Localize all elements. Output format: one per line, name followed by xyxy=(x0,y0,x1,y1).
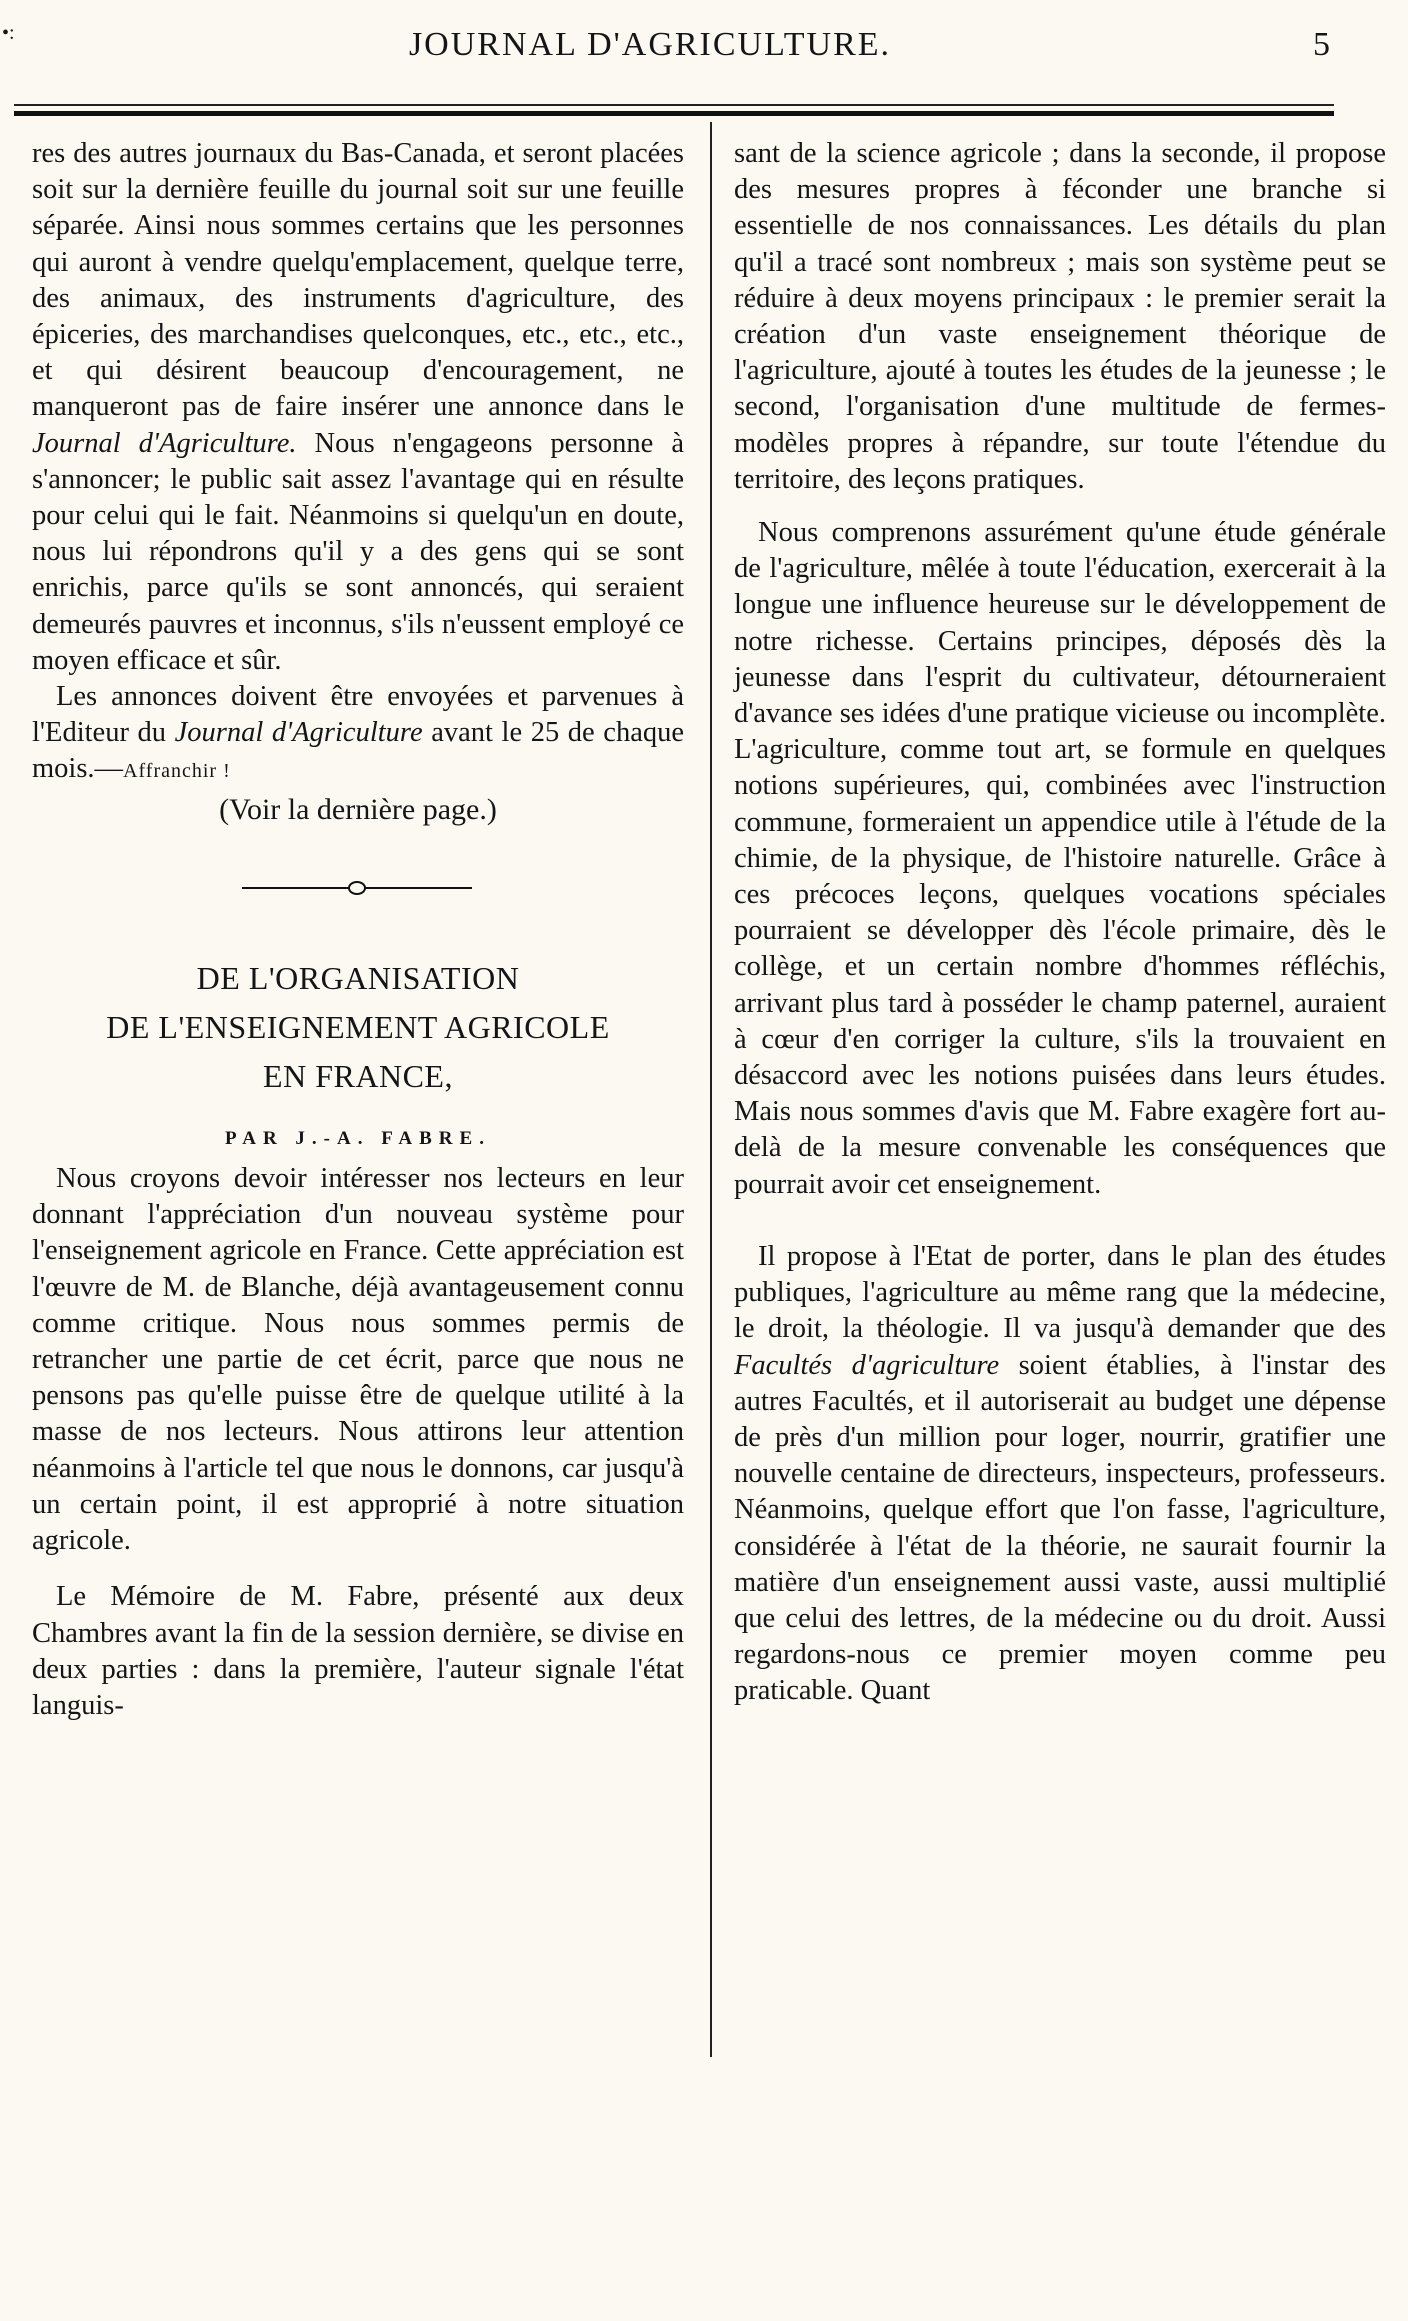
column-divider xyxy=(710,122,712,2057)
article-headline-line-1: DE L'ORGANISATION xyxy=(196,959,520,996)
facultes-italic: Facultés d'agriculture xyxy=(734,1349,1000,1381)
header-rule-thick xyxy=(14,111,1334,116)
left-column xyxy=(32,136,684,1724)
notice-text-end: Nous n'engageons personne à s'annoncer; le public sait assez l'avantage qui en résulte pour celui qui le fait. Néanmoins si quelqu'un en doute, nous lui répondrons qu'il y a des gens qui se sont enrichis, parce qu'ils se sont annoncés, qui seraient demeurés pauvres et inconnus, s'ils n'eussent employé ce moyen efficace et sûr. xyxy=(32,427,684,676)
article-headline-line-2: DE L'ENSEIGNEMENT AGRICOLE xyxy=(106,1008,610,1045)
page-number: 5 xyxy=(1313,26,1330,63)
journal-name-italic-2: Journal d'Agriculture xyxy=(174,717,423,749)
running-head xyxy=(0,22,1408,72)
article-paragraph-continued: sant de la science agricole ; dans la seconde, il propose des mesures propres à féconder une branche si essentielle de nos connaissances. Les détails du plan qu'il a tracé sont nombreux ; mais son système peut se réduire à deux moyens principaux : le premier serait la création d'un vaste enseignement théorique de l'agriculture, ajouté à toutes les études de la jeunesse ; le second, l'organisation d'une multitude de fermes-modèles propres à répandre, sur toute l'étendue du territoire, des leçons pratiques. xyxy=(734,138,1386,495)
article-byline: PAR J.-A. FABRE. xyxy=(225,1127,491,1149)
facultes-text-end: soient établies, à l'instar des autres Facultés, et il autoriserait au budget une dépense de près d'un million pour loger, nourrir, gratifier une nouvelle centaine de directeurs, inspecteurs, professeurs. Néanmoins, quelque effort que l'on fasse, l'agriculture, considérée à l'état de la théorie, ne saurait fournir la matière d'un enseignement aussi vaste, aussi multiplié que celui des lettres, de la médecine ou du droit. Aussi regardons-nous ce premier moyen comme peu praticable. Quant xyxy=(734,1349,1386,1707)
see-last-page-note: (Voir la dernière page.) xyxy=(219,792,497,826)
notice-paragraph xyxy=(32,136,684,679)
section-ornament xyxy=(32,870,684,906)
article-headline-line-3: EN FRANCE, xyxy=(263,1057,453,1094)
submission-text-end: avant le 25 de chaque mois.— xyxy=(32,717,685,785)
submission-text: Les annonces doivent être envoyées et parvenues à l'Editeur du xyxy=(32,681,684,749)
article-paragraph: Le Mémoire de M. Fabre, présenté aux deux Chambres avant la fin de la session dernière, se divise en deux parties : dans la première, l'auteur signale l'état languis- xyxy=(32,1581,684,1721)
facultes-text: Il propose à l'Etat de porter, dans le plan des études publiques, l'agriculture au même rang que la médecine, le droit, la théologie. Il va jusqu'à demander que des xyxy=(734,1240,1386,1345)
journal-name-italic: Journal d'Agriculture. xyxy=(32,427,297,459)
right-column xyxy=(734,136,1386,1710)
notice-text: res des autres journaux du Bas-Canada, et seront placées soit sur la dernière feuille du journal soit sur une feuille séparée. Ainsi nous sommes certains que les personnes qui auront à vendre quelqu'emplacement, quelque terre, des animaux, des instruments d'agriculture, des épiceries, des marchandises quelconques, etc., etc., etc., et qui désirent beaucoup d'encouragement, ne manqueront pas de faire insérer une annonce dans le xyxy=(32,138,684,423)
article-paragraph-facultes xyxy=(734,1239,1386,1710)
submission-paragraph xyxy=(32,679,684,790)
affranchir-smallcaps: Affranchir ! xyxy=(123,760,231,783)
journal-title: JOURNAL D'AGRICULTURE. xyxy=(408,26,892,63)
article-intro-paragraph: Nous croyons devoir intéresser nos lecteurs en leur donnant l'appréciation d'un nouveau système pour l'enseignement agricole en France. Cette appréciation est l'œuvre de M. de Blanche, déjà avantageusement connu comme critique. Nous nous sommes permis de retrancher une partie de cet écrit, parce que nous ne pensons pas qu'elle puisse être de quelque utilité à la masse de nos lecteurs. Nous attirons leur attention néanmoins à l'article tel que nous le donnons, car jusqu'à un certain point, il est approprié à notre situation agricole. xyxy=(32,1163,684,1557)
header-rule-thin xyxy=(14,104,1334,106)
corner-mark: •: xyxy=(2,22,15,44)
article-paragraph: Nous comprenons assurément qu'une étude générale de l'agriculture, mêlée à toute l'éducation, exercerait à la longue une influence heureuse sur le développement de notre richesse. Certains principes, déposés dès la jeunesse dans l'esprit du cultivateur, détourneraient d'avance ses idées d'une pratique vicieuse ou incomplète. L'agriculture, comme tout art, se formule en quelques notions supérieures, qui, combinées avec l'instruction commune, formeraient un appendice utile à l'étude de la chimie, de la physique, de l'histoire naturelle. Grâce à ces précoces leçons, quelques vocations spéciales pourraient se développer dès l'école primaire, dès le collège, et un certain nombre d'hommes réfléchis, arrivant plus tard à posséder le champ paternel, auraient à cœur d'en corriger la culture, s'ils la trouvaient en désaccord avec les notions puisées dans leurs études. Mais nous sommes d'avis que M. Fabre exagère fort au-delà de la mesure convenable les conséquences que pourrait avoir cet enseignement. xyxy=(734,517,1386,1200)
